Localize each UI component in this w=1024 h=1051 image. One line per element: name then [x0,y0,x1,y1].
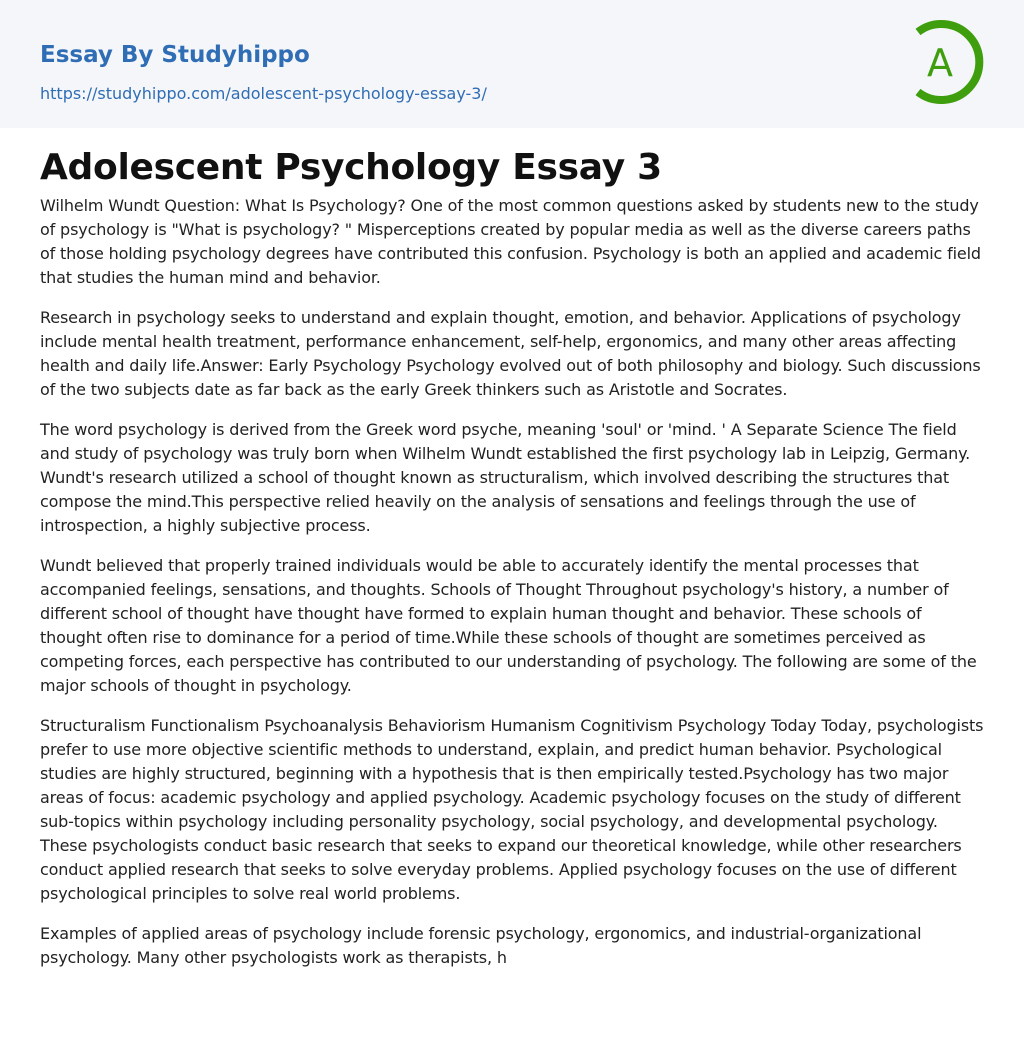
essay-paragraph: The word psychology is derived from the Greek word psyche, meaning 'soul' or 'mind. ' A Separate Science The field and study of psychology was truly born when Wilhelm Wundt established the first psychology lab in Leipzig, Germany. Wundt's research utilized a school of thought known as structuralism, which involved describing the structures that compose the mind.This perspective relied heavily on the analysis of sensations and feelings through the use of introspection, a highly subjective process. [40,420,971,535]
essay-paragraph: Wundt believed that properly trained individuals would be able to accurately identify the mental processes that accompanied feelings, sensations, and thoughts. Schools of Thought Throughout psychology's history, a number of different school of thought have thought have formed to explain human thought and behavior. These schools of thought often rise to dominance for a period of time.While these schools of thought are sometimes perceived as competing forces, each perspective has contributed to our understanding of psychology. The following are some of the major schools of thought in psychology. [40,556,977,695]
essay-paragraph: Structuralism Functionalism Psychoanalysis Behaviorism Humanism Cognitivism Psychology Today Today, psychologists prefer to use more objective scientific methods to understand, explain, and predict human behavior. Psychological studies are highly structured, beginning with a hypothesis that is then empirically tested.Psychology has two major areas of focus: academic psychology and applied psychology. Academic psychology focuses on the study of different sub-topics within psychology including personality psychology, social psychology, and developmental psychology. These psychologists conduct basic research that seeks to expand our theoretical knowledge, while other researchers conduct applied research that seeks to solve everyday problems. Applied psychology focuses on the use of different psychological principles to solve real world problems. [40,716,984,903]
source-url-link[interactable]: https://studyhippo.com/adolescent-psychology-essay-3/ [40,84,487,103]
page-title: Adolescent Psychology Essay 3 [40,147,662,188]
essay-body [40,194,988,986]
logo-letter: A [927,41,953,85]
essay-paragraph: Research in psychology seeks to understand and explain thought, emotion, and behavior. Applications of psychology include mental health treatment, performance enhancement, self-help, ergonomics, and many other areas affecting health and daily life.Answer: Early Psychology Psychology evolved out of both philosophy and biology. Such discussions of the two subjects date as far back as the early Greek thinkers such as Aristotle and Socrates. [40,308,981,399]
essay-paragraph: Wilhelm Wundt Question: What Is Psychology? One of the most common questions asked by students new to the study of psychology is "What is psychology? " Misperceptions created by popular media as well as the diverse careers paths of those holding psychology degrees have contributed this confusion. Psychology is both an applied and academic field that studies the human mind and behavior. [40,196,981,287]
essay-paragraph: Examples of applied areas of psychology include forensic psychology, ergonomics, and industrial-organizational psychology. Many other psychologists work as therapists, h [40,924,922,967]
site-header [0,0,1024,128]
studyhippo-logo-icon [900,18,988,106]
brand-title: Essay By Studyhippo [40,42,310,68]
